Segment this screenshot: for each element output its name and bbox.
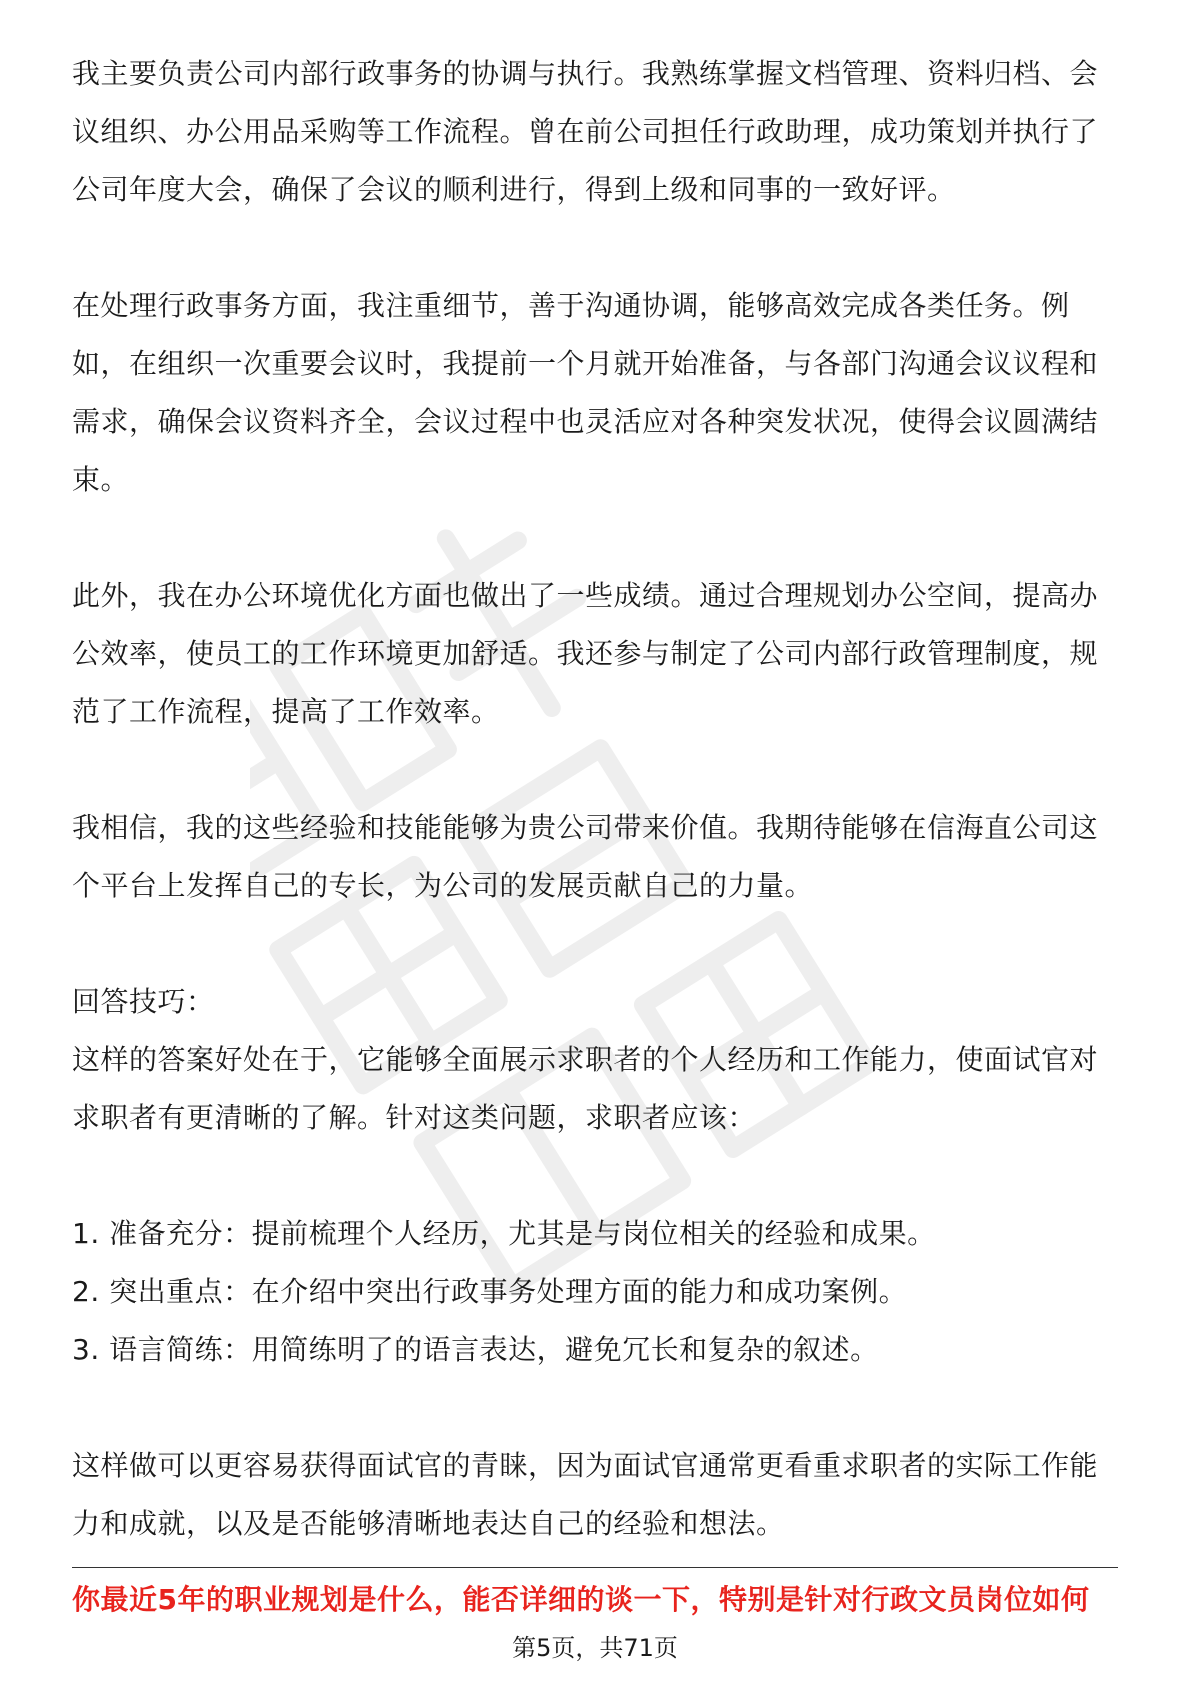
tips-list-item: 3. 语言简练：用简练明了的语言表达，避免冗长和复杂的叙述。 [72, 1333, 879, 1366]
paragraph-value: 我相信，我的这些经验和技能能够为贵公司带来价值。我期待能够在信海直公司这个平台上发挥自己的专长，为公司的发展贡献自己的力量。 [72, 811, 1099, 902]
paragraph-office-environment: 此外，我在办公环境优化方面也做出了一些成绩。通过合理规划办公空间，提高办公效率，使员工的工作环境更加舒适。我还参与制定了公司内部行政管理制度，规范了工作流程，提高了工作效率。 [72, 579, 1099, 728]
tips-heading: 回答技巧： [72, 985, 215, 1018]
tips-list-item: 1. 准备充分：提前梳理个人经历，尤其是与岗位相关的经验和成果。 [72, 1217, 936, 1250]
tips-intro: 这样的答案好处在于，它能够全面展示求职者的个人经历和工作能力，使面试官对求职者有更清晰的了解。针对这类问题，求职者应该： [72, 1043, 1099, 1134]
paragraph-handling: 在处理行政事务方面，我注重细节，善于沟通协调，能够高效完成各类任务。例如，在组织一次重要会议时，我提前一个月就开始准备，与各部门沟通会议议程和需求，确保会议资料齐全，会议过程中也灵活应对各种突发状况，使得会议圆满结束。 [72, 289, 1099, 496]
page-number: 第5页，共71页 [512, 1634, 678, 1662]
tips-conclusion: 这样做可以更容易获得面试官的青睐，因为面试官通常更看重求职者的实际工作能力和成就，以及是否能够清晰地表达自己的经验和想法。 [72, 1449, 1099, 1540]
main-content [72, 45, 1118, 1553]
tips-list-item: 2. 突出重点：在介绍中突出行政事务处理方面的能力和成功案例。 [72, 1275, 908, 1308]
section-divider [72, 1567, 1118, 1568]
paragraph-experience: 我主要负责公司内部行政事务的协调与执行。我熟练掌握文档管理、资料归档、会议组织、办公用品采购等工作流程。曾在前公司担任行政助理，成功策划并执行了公司年度大会，确保了会议的顺利进行，得到上级和同事的一致好评。 [72, 57, 1099, 206]
next-question-heading: 你最近5年的职业规划是什么，能否详细的谈一下，特别是针对行政文员岗位如何 [72, 1583, 1090, 1616]
